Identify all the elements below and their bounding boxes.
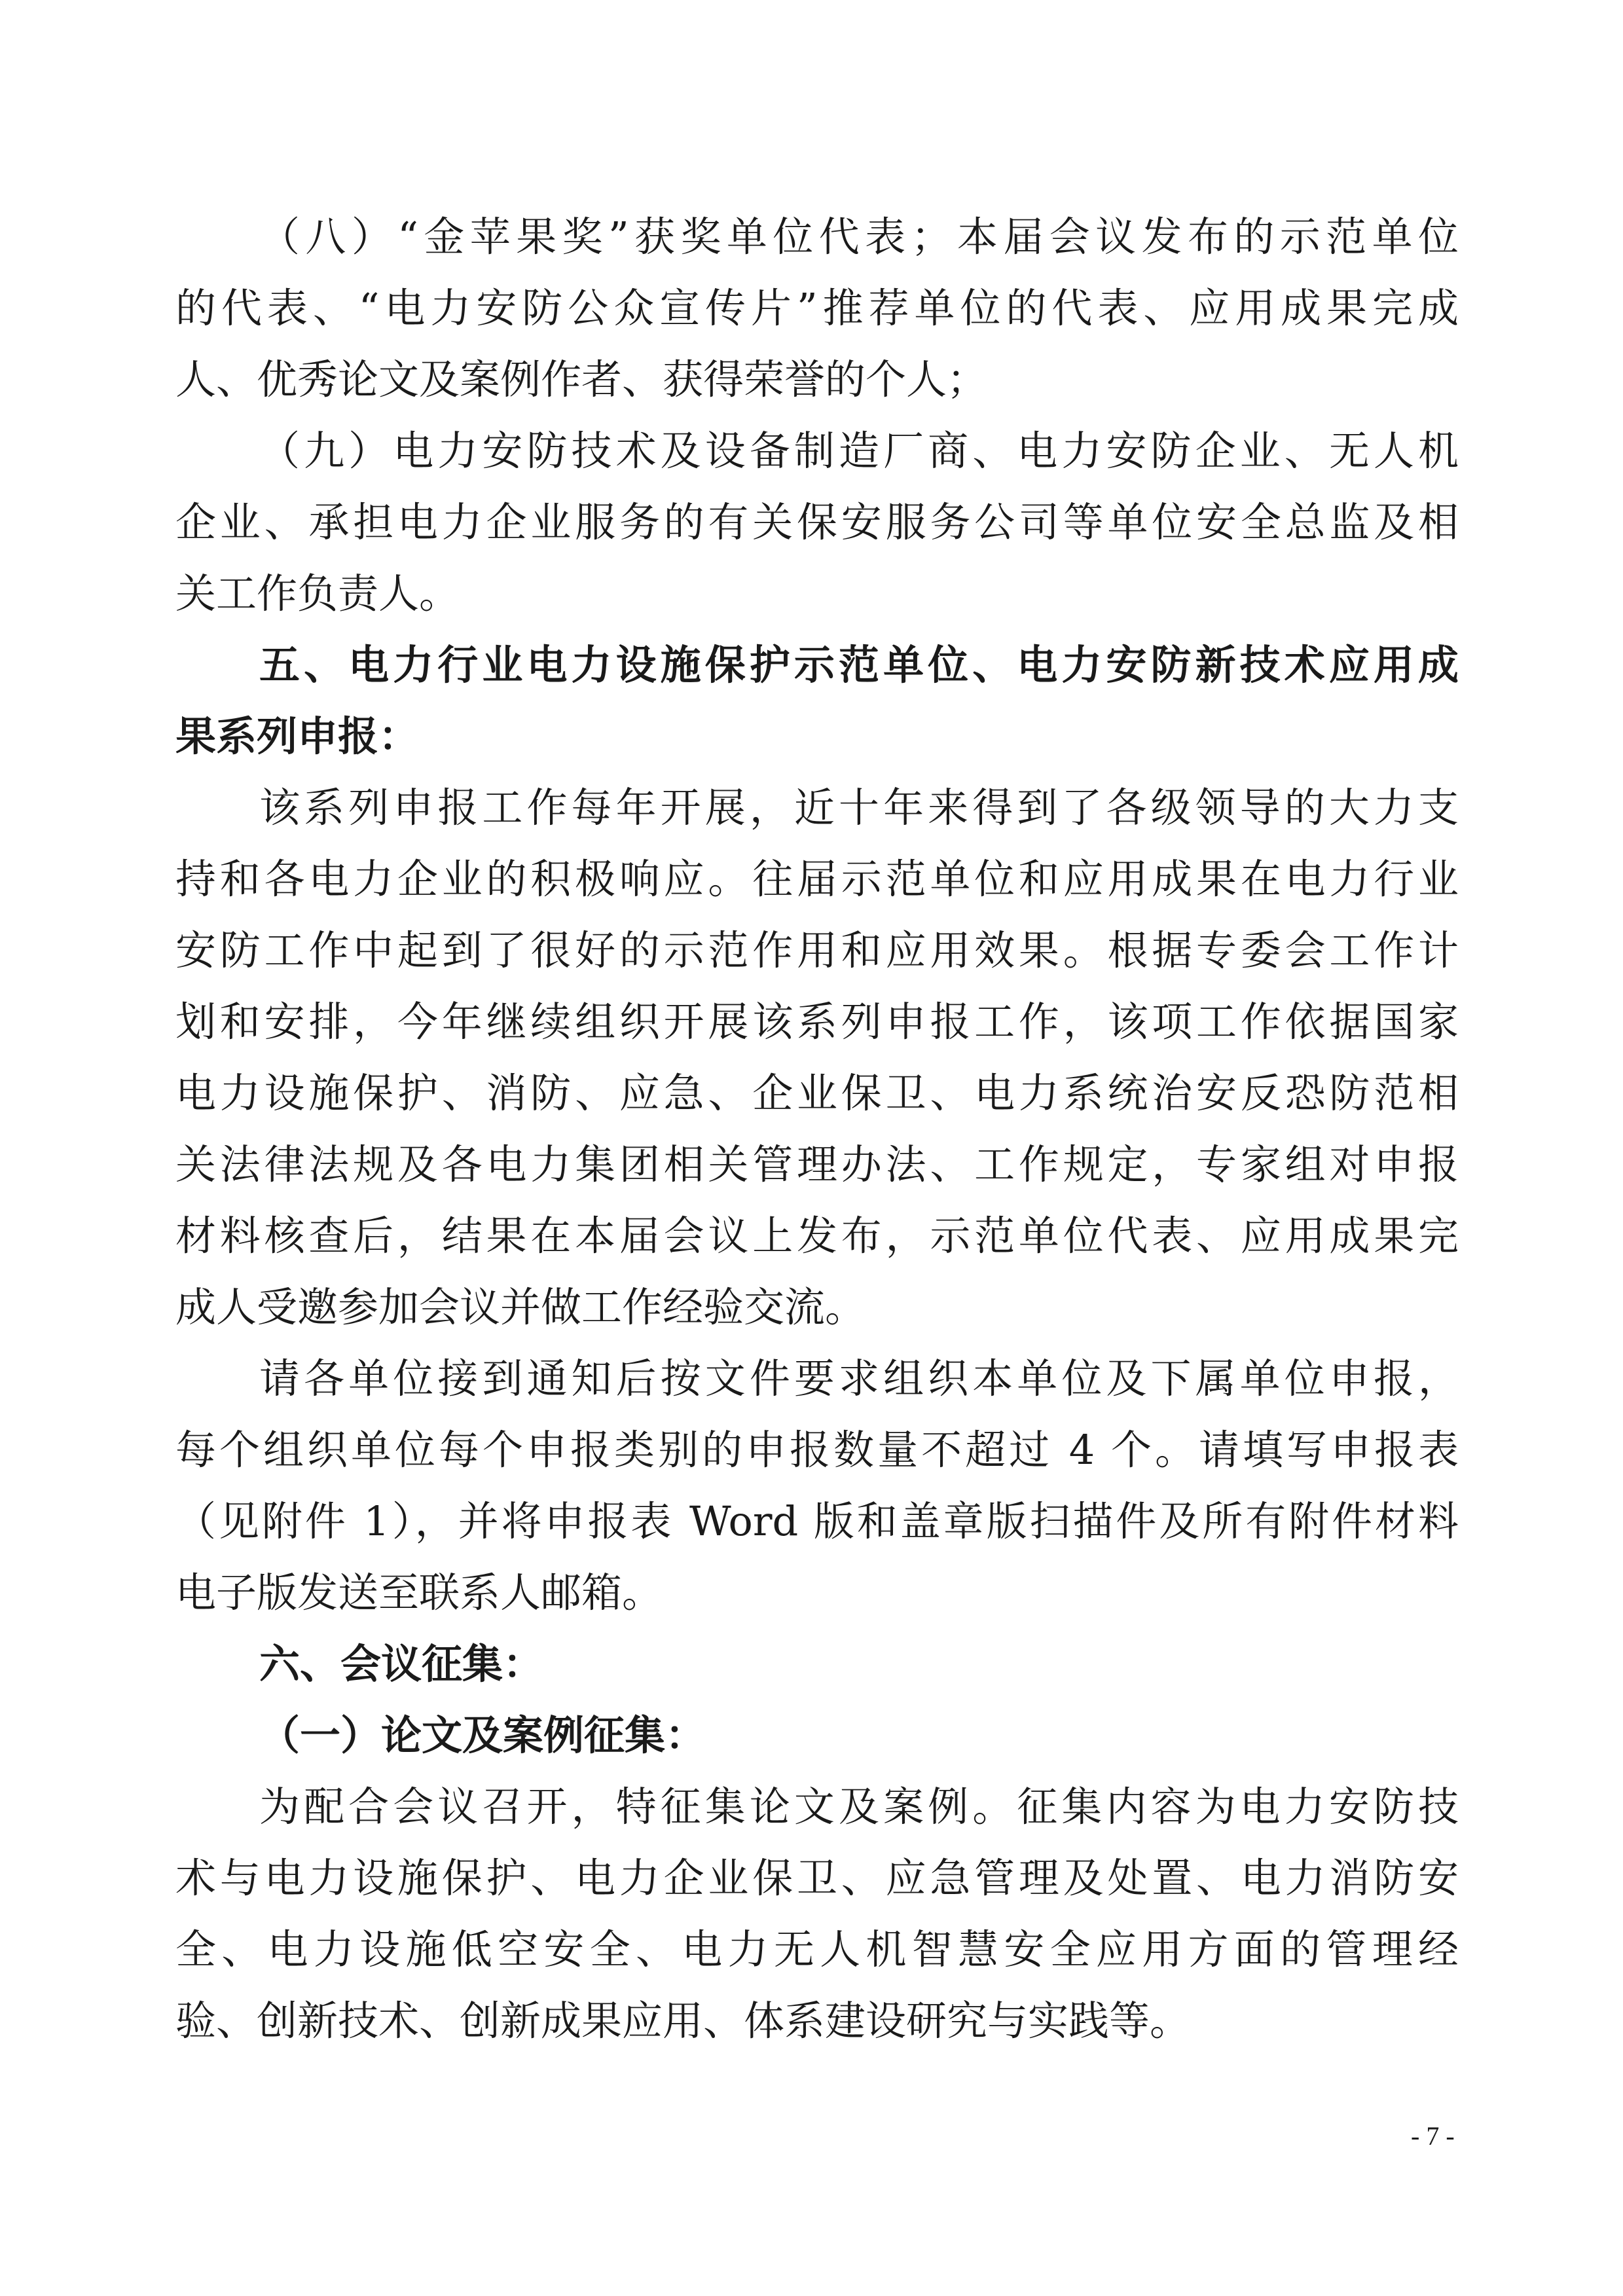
section-5-heading-line-2: 果系列申报： <box>175 712 420 760</box>
section-5-paragraph-1-line-3: 安防工作中起到了很好的示范作用和应用效果。根据专委会工作计 <box>175 926 1459 974</box>
section-6-heading: 六、会议征集： <box>259 1640 544 1688</box>
section-5-paragraph-1-line-8: 成人受邀参加会议并做工作经验交流。 <box>175 1283 866 1331</box>
item-8-line-2: 的代表、“电力安防公众宣传片”推荐单位的代表、应用成果完成 <box>175 284 1459 332</box>
section-5-paragraph-2-line-4: 电子版发送至联系人邮箱。 <box>175 1569 663 1616</box>
section-5-paragraph-1-line-5: 电力设施保护、消防、应急、企业保卫、电力系统治安反恐防范相 <box>175 1069 1459 1117</box>
section-5-paragraph-1-line-6: 关法律法规及各电力集团相关管理办法、工作规定，专家组对申报 <box>175 1140 1459 1188</box>
item-9-line-2: 企业、承担电力企业服务的有关保安服务公司等单位安全总监及相 <box>175 498 1459 546</box>
section-5-paragraph-2-line-1: 请各单位接到通知后按文件要求组织本单位及下属单位申报， <box>259 1355 1459 1402</box>
section-5-paragraph-1-line-2: 持和各电力企业的积极响应。往届示范单位和应用成果在电力行业 <box>175 855 1459 903</box>
section-5-paragraph-2-line-3: （见附件 1），并将申报表 Word 版和盖章版扫描件及所有附件材料 <box>175 1497 1459 1545</box>
section-6-paragraph-line-1: 为配合会议召开，特征集论文及案例。征集内容为电力安防技 <box>259 1783 1459 1831</box>
section-6-paragraph-line-4: 验、创新技术、创新成果应用、体系建设研究与实践等。 <box>175 1997 1191 2045</box>
item-9-line-3: 关工作负责人。 <box>175 570 460 617</box>
section-5-paragraph-1-line-7: 材料核查后，结果在本届会议上发布，示范单位代表、应用成果完 <box>175 1212 1459 1260</box>
item-8-line-3: 人、优秀论文及案例作者、获得荣誉的个人； <box>175 355 988 403</box>
section-6-paragraph-line-2: 术与电力设施保护、电力企业保卫、应急管理及处置、电力消防安 <box>175 1854 1459 1902</box>
section-5-paragraph-1-line-4: 划和安排，今年继续组织开展该系列申报工作，该项工作依据国家 <box>175 998 1459 1046</box>
section-6-subheading-1: （一）论文及案例征集： <box>259 1711 706 1759</box>
section-5-paragraph-1-line-1: 该系列申报工作每年开展，近十年来得到了各级领导的大力支 <box>259 784 1459 831</box>
item-9-line-1: （九）电力安防技术及设备制造厂商、电力安防企业、无人机 <box>259 427 1459 475</box>
page-number: - 7 - <box>1411 2121 1455 2151</box>
section-5-paragraph-2-line-2: 每个组织单位每个申报类别的申报数量不超过 4 个。请填写申报表 <box>175 1426 1459 1474</box>
section-5-heading-line-1: 五、电力行业电力设施保护示范单位、电力安防新技术应用成 <box>259 641 1459 689</box>
item-8-line-1: （八）“金苹果奖”获奖单位代表；本届会议发布的示范单位 <box>259 213 1459 261</box>
section-6-paragraph-line-3: 全、电力设施低空安全、电力无人机智慧安全应用方面的管理经 <box>175 1925 1459 1973</box>
